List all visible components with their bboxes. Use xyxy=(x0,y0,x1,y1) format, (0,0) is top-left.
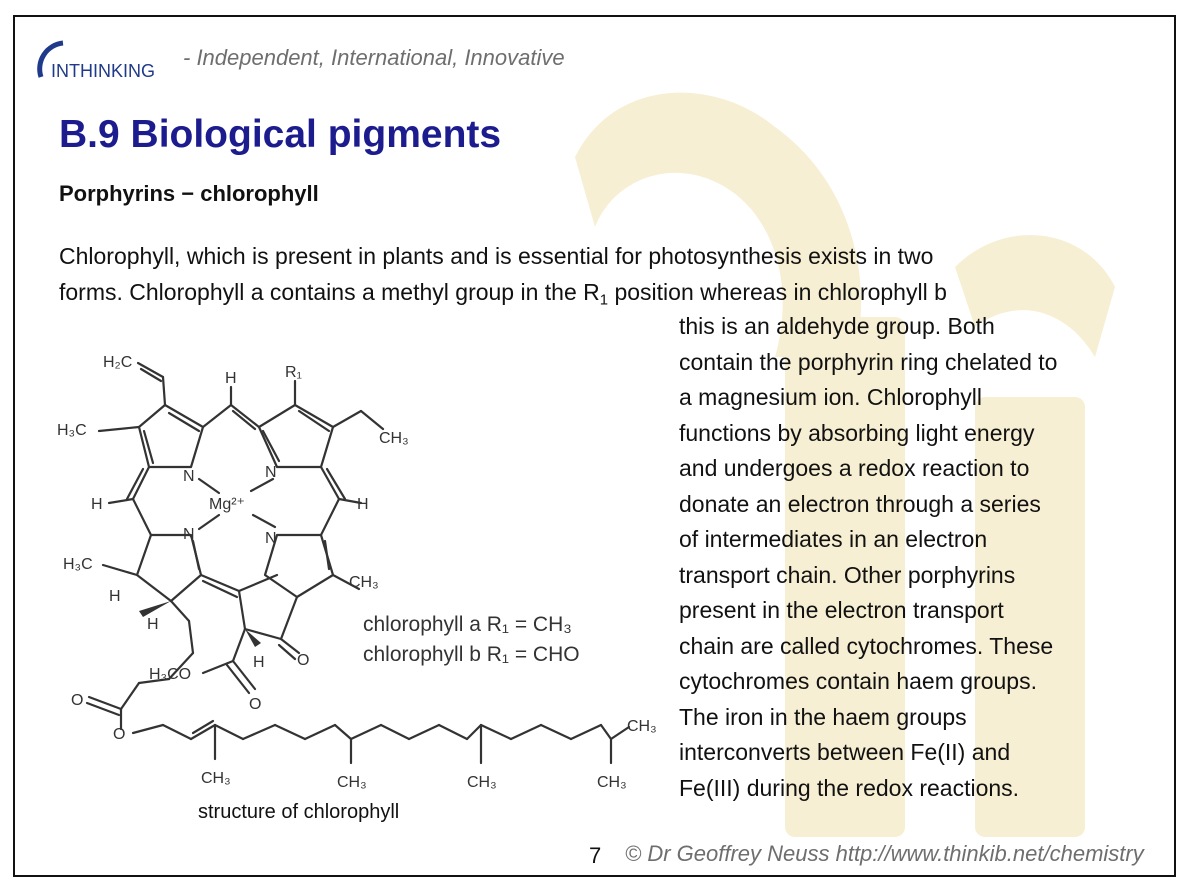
atom-label: H₃C xyxy=(63,556,93,573)
copyright-footer: © Dr Geoffrey Neuss http://www.thinkib.net/chemistry xyxy=(625,841,1144,866)
section-subtitle: Porphyrins − chlorophyll xyxy=(59,181,319,206)
paragraph-line: cytochromes contain haem groups. xyxy=(679,668,1037,694)
atom-label: H xyxy=(109,588,121,605)
atom-label: H₂C xyxy=(103,354,133,371)
structure-legend xyxy=(363,613,580,666)
paragraph-line: The iron in the haem groups xyxy=(679,703,967,730)
paragraph-text: position whereas in chlorophyll b xyxy=(608,278,947,305)
stereo-wedge xyxy=(139,601,171,617)
tagline: - Independent, International, Innovative xyxy=(183,45,565,70)
paragraph-line: donate an electron through a series xyxy=(679,490,1041,517)
atom-label: H xyxy=(91,496,103,513)
paragraph-line: chain are called cytochromes. These xyxy=(679,632,1054,659)
chlorophyll-structure-diagram xyxy=(43,339,663,799)
atom-label: CH₃ xyxy=(627,718,657,735)
structure-bonds xyxy=(87,363,629,763)
atom-label: H₃C xyxy=(57,422,87,439)
paragraph-line: interconverts between Fe(II) and xyxy=(679,739,1011,765)
atom-label: H₃CO xyxy=(149,666,192,683)
atom-label: O xyxy=(297,652,310,669)
atom-label: O xyxy=(71,692,84,709)
atom-label: H xyxy=(225,370,237,387)
atom-label: H xyxy=(357,496,369,513)
atom-label: N xyxy=(265,530,277,547)
paragraph-text: forms. Chlorophyll a contains a methyl group in the R xyxy=(59,278,600,305)
atom-label: H xyxy=(253,654,265,671)
paragraph-line xyxy=(59,275,1149,311)
paragraph-line: and undergoes a redox reaction to xyxy=(679,455,1030,481)
atom-label: Mg²⁺ xyxy=(209,496,245,513)
page-number: 7 xyxy=(589,843,602,868)
logo-text: INTHINKING xyxy=(51,61,156,81)
paragraph-line: present in the electron transport xyxy=(679,597,1004,623)
paragraph-line: of intermediates in an electron xyxy=(679,526,988,552)
paragraph-line: functions by absorbing light energy xyxy=(679,419,1035,446)
paragraph-line: transport chain. Other porphyrins xyxy=(679,561,1016,588)
paragraph-line: this is an aldehyde group. Both xyxy=(679,313,995,339)
figure-caption: structure of chlorophyll xyxy=(198,801,400,823)
inthinking-logo xyxy=(33,37,193,83)
slide xyxy=(13,15,1176,877)
page-title: B.9 Biological pigments xyxy=(59,113,502,156)
atom-label: O xyxy=(249,696,262,713)
atom-label: CH₃ xyxy=(467,774,497,791)
atom-label: O xyxy=(113,726,126,743)
paragraph-line: Chlorophyll, which is present in plants and is essential for photosynthesis exists in two xyxy=(59,243,934,269)
atom-label: N xyxy=(183,526,195,543)
paragraph-line: contain the porphyrin ring chelated to xyxy=(679,348,1058,375)
atom-label: CH₃ xyxy=(349,574,379,591)
paragraph-line: Fe(III) during the redox reactions. xyxy=(679,774,1020,801)
body-paragraph xyxy=(679,309,1159,806)
legend-chlorophyll-a: chlorophyll a R₁ = CH₃ xyxy=(363,613,572,636)
atom-label: R₁ xyxy=(285,364,302,381)
atom-label: CH₃ xyxy=(337,774,367,791)
subscript: 1 xyxy=(599,290,609,308)
atom-label: N xyxy=(265,464,277,481)
atom-label: N xyxy=(183,468,195,485)
legend-chlorophyll-b: chlorophyll b R₁ = CHO xyxy=(363,643,580,666)
atom-label: CH₃ xyxy=(379,430,409,447)
intro-paragraph xyxy=(59,239,1149,310)
paragraph-line: a magnesium ion. Chlorophyll xyxy=(679,384,982,410)
atom-label: CH₃ xyxy=(201,770,231,787)
atom-label: H xyxy=(147,616,159,633)
atom-label: CH₃ xyxy=(597,774,627,791)
